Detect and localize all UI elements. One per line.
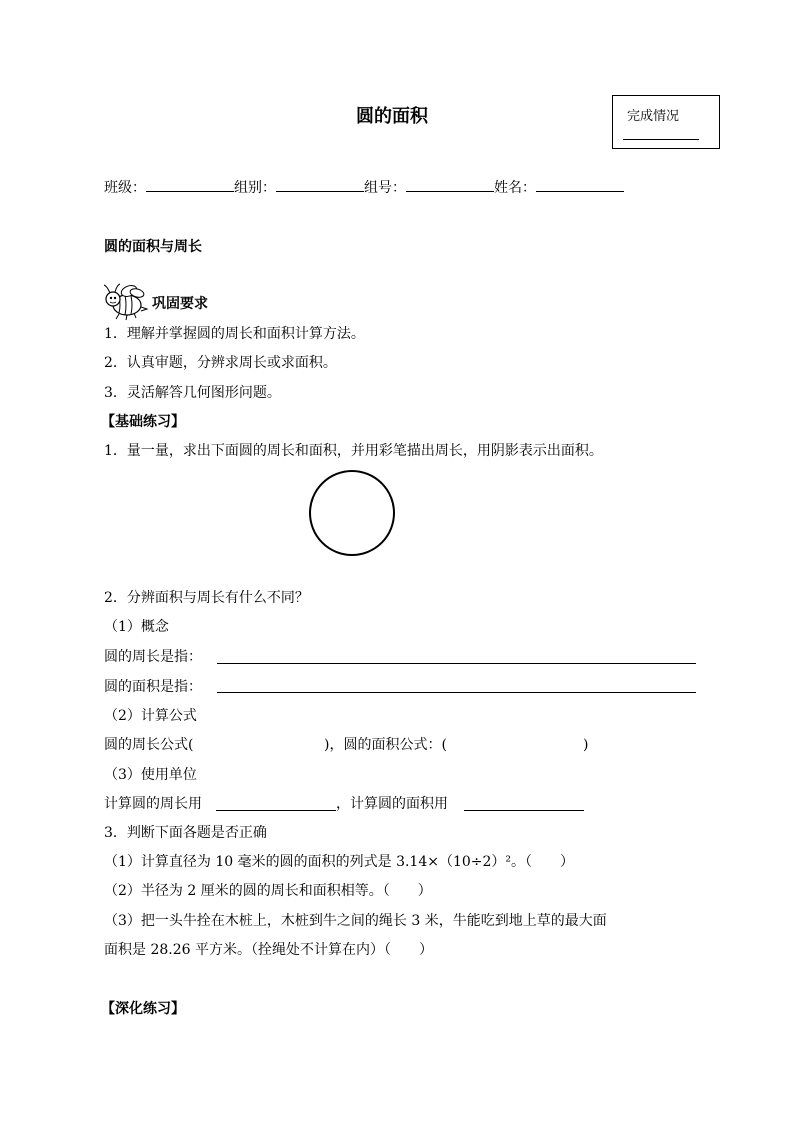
consolidate-heading: 巩固要求 <box>152 296 208 312</box>
question-3-3-line1: （3）把一头牛拴在木桩上，木桩到牛之间的绳长 3 米，牛能吃到地上草的最大面 <box>104 913 607 929</box>
completion-status-label: 完成情况 <box>627 109 680 124</box>
area-def-blank[interactable] <box>217 692 696 693</box>
q2-concept-heading: （1）概念 <box>104 619 169 635</box>
name-label: 姓名： <box>494 180 536 196</box>
unit-circumference-label: 计算圆的周长用 <box>104 796 202 812</box>
group-blank <box>276 177 364 192</box>
class-label: 班级： <box>104 180 146 196</box>
q2-unit-heading: （3）使用单位 <box>104 767 197 783</box>
unit-area-label: ，计算圆的面积用 <box>336 796 448 812</box>
page-title: 圆的面积 <box>356 106 428 127</box>
group-number-blank <box>406 177 494 192</box>
section-title: 圆的面积与周长 <box>104 239 202 255</box>
group-number-label: 组号： <box>364 180 406 196</box>
q2-formula-heading: （2）计算公式 <box>104 708 197 724</box>
name-blank <box>536 177 624 192</box>
bee-icon <box>101 281 149 321</box>
area-formula-label: )，圆的面积公式：( <box>324 737 447 753</box>
group-label: 组别： <box>234 180 276 196</box>
deep-practice-heading: 【深化练习】 <box>101 1001 185 1017</box>
question-3-2: （2）半径为 2 厘米的圆的周长和面积相等。（ ） <box>104 883 432 899</box>
area-formula-close: ) <box>583 737 589 753</box>
question-1: 1．量一量，求出下面圆的周长和面积，并用彩笔描出周长，用阴影表示出面积。 <box>104 443 603 459</box>
area-def-label: 圆的面积是指： <box>104 679 202 695</box>
completion-status-blank <box>623 139 699 140</box>
circumference-def-blank[interactable] <box>217 663 696 664</box>
circumference-def-label: 圆的周长是指： <box>104 649 202 665</box>
question-3: 3．判断下面各题是否正确 <box>104 825 267 841</box>
question-2: 2．分辨面积与周长有什么不同？ <box>104 590 309 606</box>
unit-area-blank[interactable] <box>464 810 584 811</box>
consolidate-item: 2．认真审题，分辨求周长或求面积。 <box>104 355 337 371</box>
circle-figure <box>309 470 395 556</box>
basic-practice-heading: 【基础练习】 <box>101 414 185 430</box>
class-blank <box>146 177 234 192</box>
unit-circumference-blank[interactable] <box>216 810 336 811</box>
consolidate-item: 3．灵活解答几何图形问题。 <box>104 385 281 401</box>
consolidate-item: 1．理解并掌握圆的周长和面积计算方法。 <box>104 326 365 342</box>
completion-status-box <box>612 95 720 149</box>
question-3-1: （1）计算直径为 10 毫米的圆的面积的列式是 3.14×（10÷2）²。（ ） <box>104 854 575 870</box>
student-info-row <box>104 177 624 198</box>
circumference-formula-label: 圆的周长公式( <box>104 737 194 753</box>
question-3-3-line2: 面积是 28.26 平方米。（拴绳处不计算在内）（ ） <box>104 942 433 958</box>
